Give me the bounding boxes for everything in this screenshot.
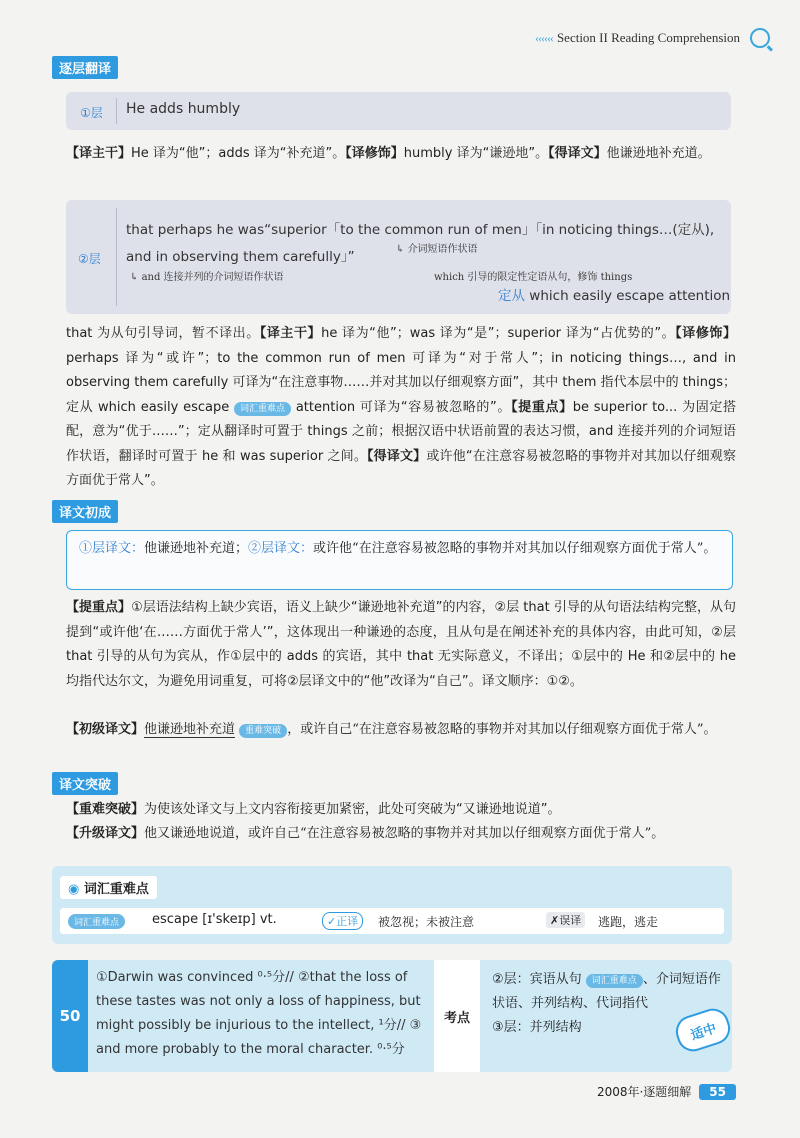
vocab-bullet-icon: ◉ [68, 882, 80, 897]
key-label: 【提重点】 [511, 399, 573, 415]
key-point-1 [492, 968, 722, 1016]
explain-text: that 为从句引导词，暂不译出。 [66, 326, 260, 341]
explain-text: be superior to... 为固定搭配，意为“优于……”；定从翻译时可置于 things 之前；根据汉语中状语前置的表达习惯，and 连接并列的介词短语作状语，翻译时可置于 he 和 was superior 之间。 [66, 399, 736, 464]
explain-text: attention 可译为“容易被忽略的”。 [295, 399, 512, 415]
key-label: 【重难突破】 [66, 802, 145, 817]
upgraded-text: 他又谦逊地说道，或许自己“在注意容易被忽略的事物并对其加以仔细观察方面优于常人”。 [144, 826, 665, 841]
draft-box [66, 530, 733, 590]
explain-text: humbly 译为“谦逊地”。 [403, 146, 549, 161]
key-label: 【初级译文】 [66, 722, 145, 737]
layer2-num: ②层 [78, 252, 101, 266]
tag-first-draft: 译文初成 [52, 500, 118, 523]
footer-label: 2008年·逐题细解 [596, 1085, 692, 1099]
layer2-line2: and in observing them carefully」” [126, 249, 355, 265]
initial-translation [66, 718, 736, 743]
layer2-box [66, 200, 731, 314]
layer1-explanation [66, 142, 736, 167]
key-point-2: ③层：并列结构 [492, 1020, 582, 1035]
vocab-word: escape [ɪ'skeɪp] vt. [152, 912, 277, 927]
divider [116, 98, 117, 124]
vocab-title-text: 词汇重难点 [83, 882, 149, 897]
key-label: 【译修饰】 [345, 146, 404, 161]
section-header [535, 28, 770, 48]
explain-text: perhaps 译为“或许”；to the common run of men 可译为“对于常人”；in noticing things…, and in observing them carefully 可译为“在注意事物……并对其加以仔细观察方面”，其中 them 指代本层中的 things；定从 which easily escape [66, 350, 736, 415]
question-box [52, 960, 732, 1072]
key-label: 【提重点】 [66, 600, 132, 615]
focus-text: ①层语法结构上缺少宾语，语义上缺少“谦逊地补充道”的内容，②层 that 引导的从句语法结构完整，从句提到“或许他‘在……方面优于常人’”，这体现出一种谦逊的态度，且从句是在阐述补充的具体内容，由此可知，②层 that 引导的从句为宾从，作①层中的 adds 的宾语，其中 that 无实际意义，不译出；①层中的 He 和②层中的 he 均指代达尔文，为避免用词重复，可将②层译文中的“他”改译为“自己”。译文顺序：①②。 [66, 600, 736, 689]
explain-text: He 译为“他”；adds 译为“补充道”。 [131, 146, 346, 161]
relative-clause: which easily escape attention [529, 288, 731, 304]
layer1-sentence: He adds humbly [126, 101, 241, 117]
draft-label: ②层译文： [248, 541, 314, 556]
key-label: 【得译文】 [548, 146, 607, 161]
break-line2 [66, 822, 736, 847]
layer1-box [66, 92, 731, 130]
key-label: 【译主干】 [259, 326, 322, 341]
inline-break-tag: 重难突破 [239, 724, 287, 738]
section-title: Section II Reading Comprehension [556, 30, 740, 45]
draft-translation: 他谦逊地补充道； [144, 541, 249, 556]
focus-paragraph [66, 596, 736, 694]
correct-label: ✓正译 [322, 912, 363, 930]
correct-meaning: 被忽视；未被注意 [378, 915, 475, 929]
key-label: 【译主干】 [66, 146, 132, 161]
search-q-icon [750, 28, 770, 48]
layer2-explanation [66, 322, 736, 494]
key-label: 【译修饰】 [675, 326, 736, 341]
explain-text: he 译为“他”；was 译为“是”；superior 译为“占优势的”。 [321, 326, 676, 341]
layer2-line3 [498, 284, 730, 304]
draft-label: ①层译文： [79, 541, 145, 556]
header-arrows: ‹‹‹‹‹‹ [534, 30, 553, 45]
page-number: 55 [699, 1084, 736, 1100]
explain-text: 或许他“在注意容易被忽略的事物并对其加以仔细观察方面优于常人”。 [66, 448, 736, 488]
wrong-label: ✗误译 [546, 912, 585, 928]
vocab-row [60, 908, 724, 934]
note-text: and 连接并列的介词短语作状语 [141, 272, 284, 283]
kp-tag: 词汇重难点 [586, 974, 643, 988]
wrong-meaning: 逃跑，逃走 [598, 915, 659, 929]
kp-text: 、介词短语作状语、并列结构、代词指代 [492, 972, 721, 1011]
vocab-panel [52, 866, 732, 944]
break-line1 [66, 798, 736, 823]
page-footer [597, 1083, 736, 1100]
divider [116, 208, 117, 306]
tag-layer-translate: 逐层翻译 [52, 56, 118, 79]
question-sentence: ①Darwin was convinced ⁰·⁵分// ②that the loss of these tastes was not only a loss of happiness, but might possibly be injurious to the intellect, ¹分// ③ and more probably to the moral character. ⁰·⁵分 [96, 970, 422, 1057]
explain-text: 他谦逊地补充道。 [606, 146, 711, 161]
key-label: 【升级译文】 [66, 826, 145, 841]
kp-text: ②层：宾语从句 [492, 972, 582, 987]
layer1-num: ①层 [80, 106, 103, 120]
difficulty-stamp: 适中 [672, 1005, 734, 1056]
tag-breakthrough: 译文突破 [52, 772, 118, 795]
question-number: 50 [52, 960, 88, 1072]
note-and: ↳ and 连接并列的介词短语作状语 [130, 272, 284, 283]
draft-translation: 或许他“在注意容易被忽略的事物并对其加以仔细观察方面优于常人”。 [313, 541, 717, 556]
note-prep: ↳ 介词短语作状语 [396, 244, 478, 255]
vocab-title [60, 876, 157, 899]
draft-text [79, 537, 719, 562]
initial-underlined: 他谦逊地补充道 [144, 722, 236, 737]
layer2-line1: that perhaps he was“superior「to the common run of men」「in noticing things…(定从), [126, 222, 715, 238]
initial-text: ，或许自己“在注意容易被忽略的事物并对其加以仔细观察方面优于常人”。 [287, 722, 717, 737]
key-points-label: 考点 [434, 960, 480, 1072]
key-label: 【得译文】 [367, 448, 427, 464]
note-which: which 引导的限定性定语从句，修饰 things [434, 272, 633, 283]
vocab-tag: 词汇重难点 [68, 914, 125, 929]
note-text: 介词短语作状语 [407, 244, 478, 255]
relative-clause-label: 定从 [498, 288, 525, 304]
inline-vocab-tag: 词汇重难点 [234, 402, 291, 416]
break-text: 为使该处译文与上文内容衔接更加紧密，此处可突破为“又谦逊地说道”。 [144, 802, 561, 817]
